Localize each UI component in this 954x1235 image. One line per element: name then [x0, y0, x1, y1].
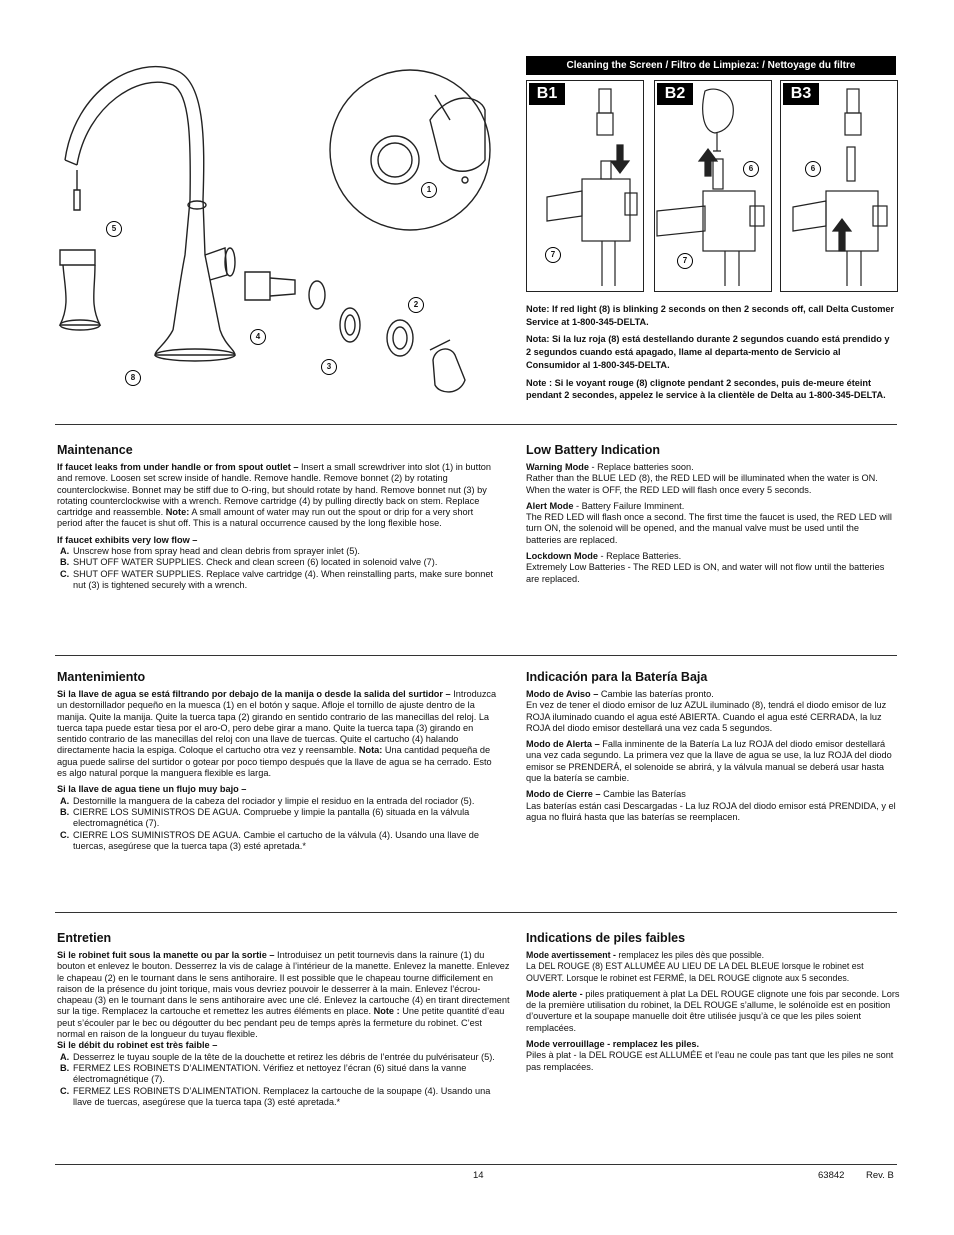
service-notes: [526, 303, 896, 407]
step-letter: A.: [60, 546, 70, 557]
step-text: FERMEZ LES ROBINETS D’ALIMENTATION. Vérifiez et nettoyez l’écran (6) situé dans la vanne électromagnétique (7).: [73, 1062, 467, 1085]
revision: Rev. B: [866, 1170, 894, 1181]
alert-mode: [526, 501, 896, 546]
step-a: [57, 796, 501, 807]
low-flow-heading: If faucet exhibits very low flow –: [57, 534, 198, 545]
alert-mode: [526, 739, 896, 784]
battery-title: Low Battery Indication: [526, 443, 661, 457]
panel-b3: [780, 80, 898, 292]
callout-2: 2: [408, 297, 424, 313]
mode-text: En vez de tener el diodo emisor de luz AZUL iluminado (8), tendrá el diodo emisor de luz ROJA iluminado cuando el agua esté ABIERTA. Cuando el agua esté CERRADA, la luz ROJA del diodo emisor destellará una vez cada 5 segundos.: [526, 700, 887, 733]
mode-label: Mode avertissement -: [526, 950, 616, 960]
battery-title: Indications de piles faibles: [526, 931, 686, 945]
mode-label: Lockdown Mode: [526, 551, 598, 562]
callout-b2-7: 7: [677, 253, 693, 269]
mode-label: Modo de Cierre –: [526, 789, 601, 800]
document-number: 63842: [818, 1170, 845, 1181]
battery-french: [526, 931, 901, 1078]
mode-label: Warning Mode: [526, 462, 589, 472]
low-flow-steps: [57, 796, 501, 852]
callout-5: 5: [106, 221, 122, 237]
note-spanish: Nota: Si la luz roja (8) está destellando durante 2 segundos cuando está prendido y 2 segundos cuando está apagado, llame al departa-mento de Servicio al Consumidor al 1-800-345-DELTA.: [526, 334, 890, 370]
step-c: [57, 830, 501, 853]
step-a: [57, 1052, 511, 1063]
battery-title: Indicación para la Batería Baja: [526, 670, 708, 684]
leak-note-text: Una cantidad pequeña de agua puede salirse del surtidor o gotear por poco tiempo después que la llave de agua se ha cerrado. Esto es algo natural porque la manguera flexible es larga.: [57, 745, 492, 779]
faucet-exploded-diagram: [55, 50, 515, 420]
leak-heading: Si la llave de agua se está filtrando por debajo de la manija o desde la salida del surtidor –: [57, 689, 451, 699]
mode-summary: - Battery Failure Imminent.: [573, 500, 685, 511]
mode-text: Extremely Low Batteries - The RED LED is ON, and water will not flow until the batteries are replaced.: [526, 562, 885, 584]
mode-label: Modo de Alerta –: [526, 739, 600, 750]
step-letter: C.: [60, 568, 70, 579]
leak-paragraph: [57, 950, 511, 1040]
low-flow-heading: Si la llave de agua tiene un flujo muy bajo –: [57, 784, 247, 795]
maintenance-french: [57, 931, 511, 1108]
leak-heading: If faucet leaks from under handle or from spout outlet –: [57, 462, 299, 472]
step-c: [57, 569, 501, 592]
step-text: CIERRE LOS SUMINISTROS DE AGUA. Cambie el cartucho de la válvula (4). Usando una llave de tuercas, asegúrese que la tuerca tapa (3) esté apretada.*: [73, 829, 479, 851]
mode-label: Modo de Aviso –: [526, 689, 599, 699]
maintenance-english: [57, 443, 501, 591]
step-b: [57, 807, 501, 830]
maintenance-spanish: [57, 670, 501, 852]
mode-label: Mode alerte -: [526, 988, 583, 999]
mode-label: Mode verrouillage - remplacez les piles.: [526, 1039, 700, 1050]
solenoid-b3-illustration: [781, 81, 897, 291]
mode-text: Rather than the BLUE LED (8), the RED LED will be illuminated when the water is ON. When the water is OFF, the RED LED will flash once every 5 seconds.: [526, 473, 878, 495]
leak-text: Insert a small screwdriver into slot (1) in button and remove. Loosen set screw inside of handle. Remove handle. Remove bonnet (2) by rotating counterclockwise. Bonnet may be stiff due to O-ring, but should rotate by hand. Remove bonnet nut (3) by rotating counterclockwise with a wrench. Remove cartridge (4) by pulling directly back on stem. Replace cartridge and reassemble.: [57, 462, 491, 518]
mode-summary: - Replace Batteries.: [597, 551, 682, 562]
solenoid-b1-illustration: [527, 81, 643, 291]
lockdown-mode: [526, 789, 896, 823]
step-letter: A.: [60, 795, 70, 806]
divider-2: [55, 655, 897, 656]
step-letter: B.: [60, 1062, 70, 1073]
warning-mode: [526, 950, 901, 984]
step-text: Desserrez le tuyau souple de la tête de la douchette et retirez les débris de l’entrée du pulvérisateur (5).: [73, 1051, 495, 1062]
divider-3: [55, 912, 897, 913]
solenoid-b2-illustration: [655, 81, 771, 291]
lockdown-mode: [526, 551, 896, 585]
low-flow-steps: [57, 546, 501, 591]
mode-summary: - Replace batteries soon.: [588, 462, 694, 472]
alert-mode: [526, 989, 901, 1034]
step-text: Unscrew hose from spray head and clean debris from sprayer inlet (5).: [73, 546, 360, 557]
maintenance-title: Maintenance: [57, 443, 133, 457]
mode-text: Piles à plat - la DEL ROUGE est ALLUMÉE et l’eau ne coule pas tant que les piles ne sont pas remplacées.: [526, 1050, 894, 1072]
mode-summary: Cambie las baterías pronto.: [598, 689, 714, 699]
step-b: [57, 1063, 511, 1086]
mode-text: La DEL ROUGE (8) EST ALLUMÉE AU LIEU DE LA DEL BLEUE lorsque le robinet est OUVERT. Lorsque le robinet est FERMÉ, la DEL ROUGE clignote aux 5 secondes.: [526, 961, 864, 983]
callout-1: 1: [421, 182, 437, 198]
callout-b3-6: 6: [805, 161, 821, 177]
leak-text: Introduisez un petit tournevis dans la rainure (1) du bouton et enlevez le bouton. Desserrez la vis de calage à l’intérieur de la manette. Enlevez la manette. Enlevez le chapeau (2) en le tournant dans le sens antihoraire. Il est possible que le chapeau tourne difficilement en raison de la présence du joint torique, mais vous devriez pouvoir le desserrer à la main. Enlevez l’écrou-chapeau (3) en le tournant dans le sens antihoraire avec une clé. Enlevez la cartouche (4) en tirant directement sur la tige. Remplacez la cartouche et remettez les autres éléments en place.: [57, 950, 510, 1017]
leak-note-label: Nota:: [358, 745, 383, 756]
low-flow-steps: [57, 1052, 511, 1108]
page-number: 14: [473, 1170, 484, 1181]
cleaning-screen-banner: Cleaning the Screen / Filtro de Limpieza: / Nettoyage du filtre: [526, 56, 896, 75]
divider-1: [55, 424, 897, 425]
leak-paragraph: [57, 689, 501, 779]
callout-b1-7: 7: [545, 247, 561, 263]
step-a: [57, 546, 501, 557]
step-letter: A.: [60, 1051, 70, 1062]
callout-b2-6: 6: [743, 161, 759, 177]
note-english: Note: If red light (8) is blinking 2 seconds on then 2 seconds off, call Delta Customer Service at 1-800-345-DELTA.: [526, 304, 895, 327]
step-text: SHUT OFF WATER SUPPLIES. Replace valve cartridge (4). When reinstalling parts, make sure bonnet nut (3) is tightened securely with a wrench.: [73, 568, 494, 590]
leak-note-text: A small amount of water may run out the spout or drip for a very short period after the faucet is shut off. This is a natural occurrence caused by the long flexible hose.: [57, 507, 474, 529]
step-letter: C.: [60, 829, 70, 840]
step-c: [57, 1086, 511, 1109]
low-flow-heading: Si le débit du robinet est très faible –: [57, 1040, 218, 1051]
maintenance-title: Mantenimiento: [57, 670, 146, 684]
lockdown-mode: [526, 1039, 901, 1073]
leak-heading: Si le robinet fuit sous la manette ou par la sortie –: [57, 950, 275, 960]
mode-summary: remplacez les piles dès que possible.: [615, 950, 765, 960]
step-text: FERMEZ LES ROBINETS D’ALIMENTATION. Remplacez la cartouche de la soupape (4). Usando una llave de tuercas, asegúrese que la tuerca tapa (3) esté apretada.*: [73, 1085, 491, 1107]
leak-paragraph: [57, 462, 501, 530]
battery-english: [526, 443, 896, 590]
panel-b1-label: B1: [529, 83, 565, 105]
warning-mode: [526, 689, 896, 734]
mode-label: Alert Mode: [526, 500, 574, 511]
battery-spanish: [526, 670, 896, 828]
leak-note-text: Une petite quantité d’eau peut s’écouler par le bec ou dégoutter du bec pendant peu de temps après la fermeture du robinet. C’est normal en raison de la longueur du tuyau flexible.: [57, 1006, 505, 1040]
callout-3: 3: [321, 359, 337, 375]
panel-b2-label: B2: [657, 83, 693, 105]
step-text: Destornille la manguera de la cabeza del rociador y limpie el residuo en la entrada del rociador (5).: [73, 795, 475, 806]
step-text: CIERRE LOS SUMINISTROS DE AGUA. Compruebe y limpie la pantalla (6) situada en la válvula electromagnética (7).: [73, 806, 470, 829]
step-letter: B.: [60, 806, 70, 817]
step-letter: C.: [60, 1085, 70, 1096]
warning-mode: [526, 462, 896, 496]
mode-text: Las baterías están casi Descargadas - La luz ROJA del diodo emisor está PRENDIDA, y el agua no fluirá hasta que las baterías se reemplacen.: [526, 800, 896, 822]
mode-summary: Falla inminente de la Batería La luz ROJA del diodo emisor destellará una vez cada segundo. La primera vez que la llave de agua se use, la luz ROJA del diodo emisor se PRENDERÁ, el solenoide se abrirá, y la válvula manual se deberá usar hasta que la batería se cambie.: [526, 739, 892, 784]
mode-summary: piles pratiquement à plat La DEL ROUGE clignote une fois par seconde. Lors de la première utilisation du robinet, la DEL ROUGE s’allume, le solénoïde est en position d’ouverture et la soupape manuelle doit être utilisée jusqu’à ce que les piles soient remplacées.: [526, 988, 900, 1033]
step-b: [57, 557, 501, 568]
mode-summary: Cambie las Baterías: [600, 789, 686, 800]
panel-b2: [654, 80, 772, 292]
callout-8: 8: [125, 370, 141, 386]
divider-footer: [55, 1164, 897, 1165]
leak-text: Introduzca un destornillador pequeño en la muesca (1) en el botón y saque. Afloje el tornillo de ajuste dentro de la manija. Quite la manija. Quite la tuerca tapa (2) girando en sentido contrario de las manecillas del reloj. La tuerca tapa puede estar tiesa por el aro-O, pero debe girar a mano. Quite la tuerca tapa (3) girando en sentido contrario de las manecillas del reloj con una llave de tuercas. Quite el cartucho (4) halando directamente hacia la espiga. Coloque el cartucho otra vez y reensamble.: [57, 689, 497, 756]
leak-note-label: Note:: [165, 507, 190, 518]
note-french: Note : Si le voyant rouge (8) clignote pendant 2 secondes, puis de-meure éteint pendant 2 secondes, appelez le service à la clientèle de Delta au 1-800-345-DELTA.: [526, 377, 886, 401]
step-letter: B.: [60, 557, 70, 568]
callout-4: 4: [250, 329, 266, 345]
maintenance-title: Entretien: [57, 931, 112, 945]
leak-note-label: Note :: [373, 1006, 400, 1017]
panel-b1: [526, 80, 644, 292]
mode-text: The RED LED will flash once a second. The first time the faucet is used, the RED LED will turn ON, the solenoid will be opened, and the manual valve must be used until the batteries are replaced.: [526, 512, 892, 545]
step-text: SHUT OFF WATER SUPPLIES. Check and clean screen (6) located in solenoid valve (7).: [73, 557, 438, 568]
panel-b3-label: B3: [783, 83, 819, 105]
